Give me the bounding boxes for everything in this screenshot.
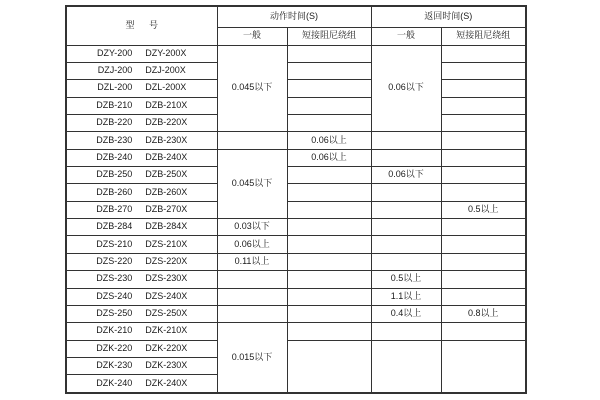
table-row <box>66 219 526 236</box>
action-damped-cell <box>287 271 371 288</box>
action-damped-cell <box>287 288 371 305</box>
spec-table-body <box>66 45 526 393</box>
model-name-pair <box>68 361 216 371</box>
model-name-x: DZL-200X <box>145 82 187 93</box>
model-name: DZJ-200 <box>97 65 133 76</box>
model-name-x: DZS-220X <box>145 256 188 267</box>
model-name-x: DZJ-200X <box>145 65 186 76</box>
model-name-x: DZB-260X <box>145 186 188 197</box>
model-cell <box>66 357 217 374</box>
table-row <box>66 253 526 270</box>
model-name: DZS-230 <box>96 273 133 284</box>
return-general-cell <box>371 340 441 393</box>
model-cell <box>66 236 217 253</box>
model-name-x: DZY-200X <box>145 47 187 58</box>
return-damped-cell <box>441 184 526 201</box>
model-name: DZB-220 <box>96 117 133 128</box>
return-damped-cell <box>441 271 526 288</box>
model-name-pair <box>68 153 216 163</box>
model-name: DZK-210 <box>96 325 133 336</box>
model-name-pair <box>68 274 216 284</box>
model-name-pair <box>68 344 216 354</box>
header-group-row <box>66 6 526 27</box>
model-cell <box>66 167 217 184</box>
table-row <box>66 288 526 305</box>
table-row <box>66 201 526 218</box>
table-row <box>66 271 526 288</box>
return-damped-cell: 0.5以上 <box>441 201 526 218</box>
model-name-pair <box>68 136 216 146</box>
action-general-cell: 0.045以下 <box>217 149 287 218</box>
model-name-pair <box>68 118 216 128</box>
return-damped-cell <box>441 236 526 253</box>
model-name-pair <box>68 257 216 267</box>
table-row <box>66 114 526 131</box>
model-cell <box>66 288 217 305</box>
return-general-cell: 0.06以下 <box>371 45 441 132</box>
action-general-cell <box>217 132 287 149</box>
action-general-cell: 0.015以下 <box>217 323 287 393</box>
table-row <box>66 80 526 97</box>
model-cell <box>66 45 217 62</box>
model-name: DZS-210 <box>96 238 133 249</box>
model-cell <box>66 219 217 236</box>
model-name-x: DZK-210X <box>145 325 188 336</box>
model-cell <box>66 375 217 393</box>
model-name-x: DZB-270X <box>145 203 188 214</box>
header-return-damped: 短接阻尼绕组 <box>441 27 526 45</box>
return-general-cell <box>371 149 441 166</box>
table-row <box>66 323 526 340</box>
table-row <box>66 236 526 253</box>
return-general-cell <box>371 201 441 218</box>
model-name: DZB-250 <box>96 169 133 180</box>
model-name-x: DZB-284X <box>145 221 188 232</box>
model-name-x: DZB-240X <box>145 151 188 162</box>
action-damped-cell <box>287 340 371 393</box>
action-damped-cell <box>287 201 371 218</box>
model-name: DZB-210 <box>96 99 133 110</box>
table-row <box>66 149 526 166</box>
table-row <box>66 45 526 62</box>
action-damped-cell <box>287 219 371 236</box>
model-cell <box>66 201 217 218</box>
model-name-x: DZK-220X <box>145 342 188 353</box>
return-damped-cell <box>441 80 526 97</box>
model-name-x: DZB-250X <box>145 169 188 180</box>
table-row <box>66 167 526 184</box>
model-cell <box>66 97 217 114</box>
action-damped-cell <box>287 236 371 253</box>
model-cell <box>66 80 217 97</box>
action-damped-cell <box>287 62 371 79</box>
model-name: DZS-250 <box>96 308 133 319</box>
model-name: DZB-284 <box>96 221 133 232</box>
return-general-cell: 0.4以上 <box>371 305 441 322</box>
model-name-x: DZS-210X <box>145 238 188 249</box>
return-damped-cell <box>441 114 526 131</box>
model-cell <box>66 62 217 79</box>
model-cell <box>66 253 217 270</box>
action-general-cell: 0.06以上 <box>217 236 287 253</box>
model-name-pair <box>68 240 216 250</box>
action-damped-cell <box>287 97 371 114</box>
header-action-general: 一般 <box>217 27 287 45</box>
spec-table <box>65 5 527 394</box>
model-cell <box>66 323 217 340</box>
action-damped-cell: 0.06以上 <box>287 149 371 166</box>
action-general-cell <box>217 288 287 305</box>
action-general-cell <box>217 305 287 322</box>
return-general-cell <box>371 253 441 270</box>
return-damped-cell <box>441 288 526 305</box>
return-general-cell <box>371 184 441 201</box>
action-general-cell: 0.11以上 <box>217 253 287 270</box>
model-name-x: DZB-210X <box>145 99 188 110</box>
table-row <box>66 97 526 114</box>
model-name: DZK-220 <box>96 342 133 353</box>
spec-table-header <box>66 6 526 45</box>
model-name-x: DZK-230X <box>145 360 188 371</box>
model-name-pair <box>68 309 216 319</box>
table-row <box>66 184 526 201</box>
model-name: DZS-220 <box>96 256 133 267</box>
return-general-cell: 1.1以上 <box>371 288 441 305</box>
model-name-pair <box>68 205 216 215</box>
model-cell <box>66 305 217 322</box>
header-return-time: 返回时间(S) <box>371 6 526 27</box>
return-general-cell <box>371 236 441 253</box>
spec-table-container <box>65 5 527 394</box>
model-name-pair <box>68 292 216 302</box>
model-name: DZB-230 <box>96 134 133 145</box>
action-general-cell <box>217 271 287 288</box>
model-name-x: DZS-250X <box>145 308 188 319</box>
action-damped-cell <box>287 323 371 340</box>
model-cell <box>66 132 217 149</box>
model-name: DZB-260 <box>96 186 133 197</box>
header-return-general: 一般 <box>371 27 441 45</box>
action-damped-cell: 0.06以上 <box>287 132 371 149</box>
model-name: DZB-240 <box>96 151 133 162</box>
return-damped-cell <box>441 167 526 184</box>
action-general-cell: 0.03以下 <box>217 219 287 236</box>
model-name-x: DZS-230X <box>145 273 188 284</box>
action-damped-cell <box>287 45 371 62</box>
model-name-pair <box>68 222 216 232</box>
return-damped-cell <box>441 340 526 393</box>
model-name: DZS-240 <box>96 290 133 301</box>
return-general-cell <box>371 219 441 236</box>
header-action-time: 动作时间(S) <box>217 6 371 27</box>
model-name-pair <box>68 326 216 336</box>
model-name-pair <box>68 170 216 180</box>
action-general-cell: 0.045以下 <box>217 45 287 132</box>
model-cell <box>66 149 217 166</box>
model-name-x: DZK-240X <box>145 377 188 388</box>
return-damped-cell <box>441 132 526 149</box>
table-row <box>66 340 526 357</box>
model-cell <box>66 271 217 288</box>
model-name-pair <box>68 66 216 76</box>
model-name-pair <box>68 83 216 93</box>
return-damped-cell <box>441 323 526 340</box>
return-general-cell <box>371 132 441 149</box>
model-name-pair <box>68 49 216 59</box>
action-damped-cell <box>287 184 371 201</box>
return-general-cell: 0.06以下 <box>371 167 441 184</box>
return-damped-cell <box>441 97 526 114</box>
action-damped-cell <box>287 253 371 270</box>
model-name-pair <box>68 101 216 111</box>
table-row <box>66 305 526 322</box>
model-cell <box>66 114 217 131</box>
table-row <box>66 132 526 149</box>
table-row <box>66 62 526 79</box>
model-cell <box>66 184 217 201</box>
return-damped-cell: 0.8以上 <box>441 305 526 322</box>
model-name-x: DZB-220X <box>145 117 188 128</box>
model-name-pair <box>68 188 216 198</box>
model-name: DZY-200 <box>97 47 133 58</box>
model-name-pair <box>68 379 216 389</box>
action-damped-cell <box>287 167 371 184</box>
model-cell <box>66 340 217 357</box>
action-damped-cell <box>287 114 371 131</box>
header-action-damped: 短接阻尼绕组 <box>287 27 371 45</box>
return-general-cell: 0.5以上 <box>371 271 441 288</box>
return-damped-cell <box>441 253 526 270</box>
model-name-x: DZB-230X <box>145 134 188 145</box>
return-general-cell <box>371 323 441 340</box>
return-damped-cell <box>441 62 526 79</box>
model-name: DZK-230 <box>96 360 133 371</box>
model-name: DZL-200 <box>97 82 133 93</box>
model-name-x: DZS-240X <box>145 290 188 301</box>
return-damped-cell <box>441 45 526 62</box>
action-damped-cell <box>287 80 371 97</box>
action-damped-cell <box>287 305 371 322</box>
return-damped-cell <box>441 219 526 236</box>
model-name: DZK-240 <box>96 377 133 388</box>
return-damped-cell <box>441 149 526 166</box>
header-model: 型 号 <box>66 6 217 45</box>
model-name: DZB-270 <box>96 203 133 214</box>
